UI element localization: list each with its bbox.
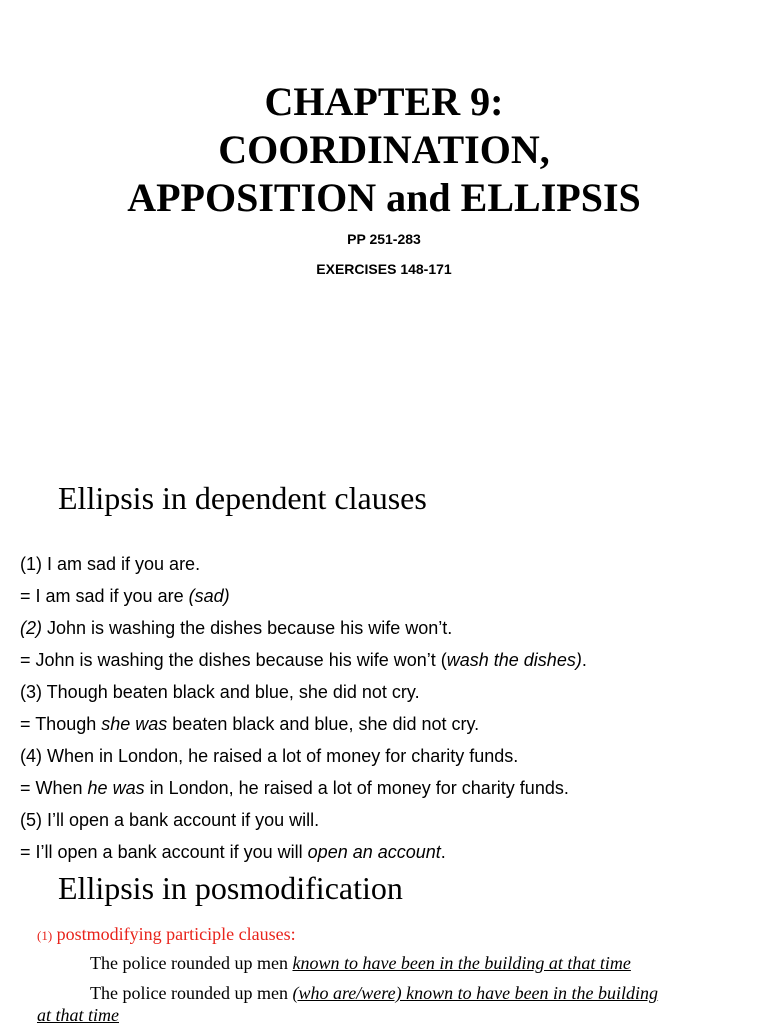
example-line: = John is washing the dishes because his wife won’t (wash the dishes).: [20, 650, 587, 670]
title-line-2: COORDINATION,: [218, 127, 550, 172]
exercise-range: EXERCISES 148-171: [316, 261, 452, 277]
section-heading-dependent-clauses: Ellipsis in dependent clauses: [58, 480, 427, 516]
example-line: (5) I’ll open a bank account if you will.: [20, 810, 320, 830]
page-range: PP 251-283: [347, 231, 421, 247]
participle-example-2: The police rounded up men (who are/were) known to have been in the building: [90, 983, 659, 1003]
sub-heading-number: (1): [37, 928, 53, 943]
participle-example-2-continuation: [37, 1003, 119, 1024]
title-line-3: APPOSITION and ELLIPSIS: [127, 175, 641, 220]
example-line: (4) When in London, he raised a lot of money for charity funds.: [20, 746, 519, 766]
chapter-title: [0, 78, 768, 222]
underlined-clause: (who are/were) known to have been in the building: [292, 983, 659, 1003]
example-line: = I am sad if you are (sad): [20, 586, 230, 606]
underlined-clause: known to have been in the building at that time: [292, 953, 631, 973]
example-line: (1) I am sad if you are.: [20, 554, 201, 574]
example-line: = Though she was beaten black and blue, she did not cry.: [20, 714, 480, 734]
sub-heading-participle-clauses: [37, 922, 296, 948]
underlined-clause: at that time: [37, 1005, 119, 1024]
example-line: = When he was in London, he raised a lot of money for charity funds.: [20, 778, 569, 798]
example-line: = I’ll open a bank account if you will open an account.: [20, 842, 446, 862]
example-line: (2) John is washing the dishes because his wife won’t.: [20, 618, 453, 638]
participle-example-1: The police rounded up men known to have been in the building at that time: [90, 953, 631, 973]
title-line-1: CHAPTER 9:: [264, 79, 504, 124]
section-heading-posmodification: Ellipsis in posmodification: [58, 870, 403, 906]
example-line: (3) Though beaten black and blue, she did not cry.: [20, 682, 420, 702]
example-list: [20, 548, 587, 868]
sub-heading-text: postmodifying participle clauses:: [52, 924, 296, 944]
